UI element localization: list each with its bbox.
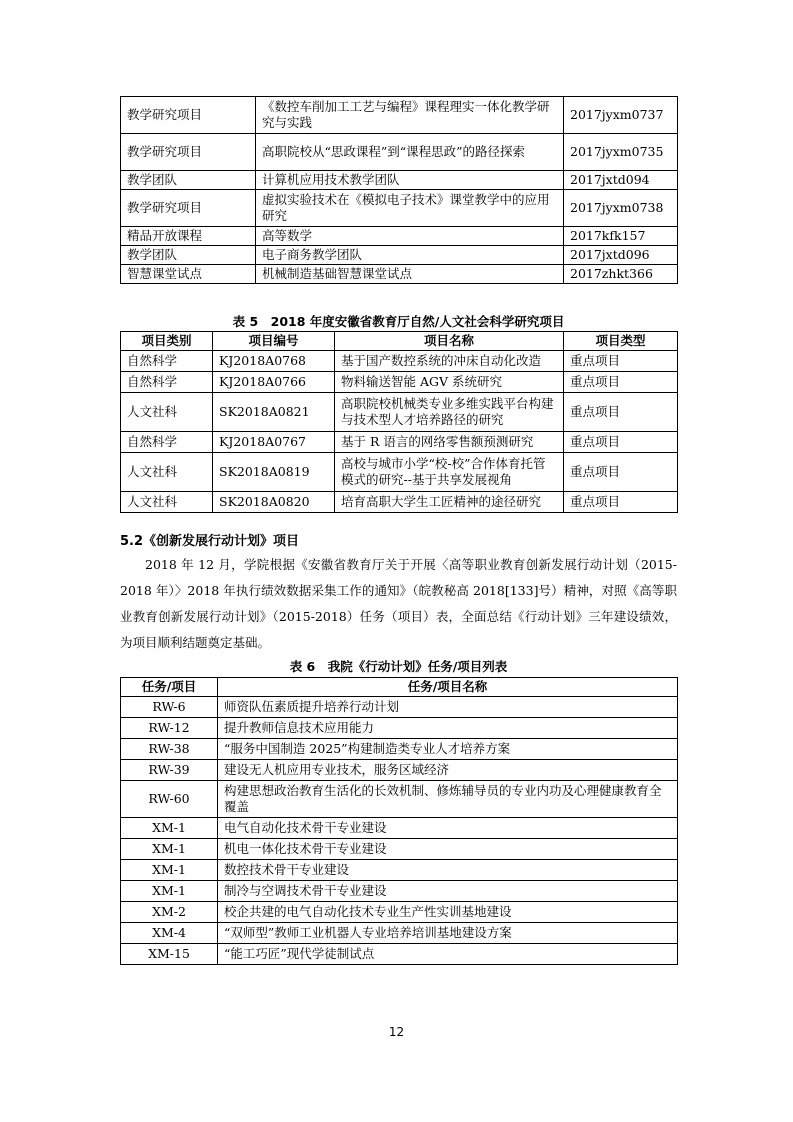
table-row xyxy=(121,944,678,965)
table-cell: 提升教师信息技术应用能力 xyxy=(218,718,678,739)
table-cell: SK2018A0821 xyxy=(213,393,335,432)
table-row xyxy=(121,227,678,246)
table-top xyxy=(120,96,678,284)
table-cell: 计算机应用技术教学团队 xyxy=(256,171,564,190)
table-cell: KJ2018A0766 xyxy=(213,372,335,393)
table-cell: 机电一体化技术骨干专业建设 xyxy=(218,839,678,860)
table-row xyxy=(121,739,678,760)
table-cell: 教学研究项目 xyxy=(121,190,256,227)
table-cell: XM-1 xyxy=(121,818,218,839)
table-cell: 高职院校从“思政课程”到“课程思政”的路径探索 xyxy=(256,134,564,171)
table6-header: 任务/项目 xyxy=(121,678,218,697)
table-row xyxy=(121,697,678,718)
section-paragraph xyxy=(120,552,677,656)
table-cell: 重点项目 xyxy=(564,453,678,492)
table-cell: 培育高职大学生工匠精神的途径研究 xyxy=(335,492,564,513)
table-row xyxy=(121,860,678,881)
table-row xyxy=(121,351,678,372)
table-cell: XM-1 xyxy=(121,839,218,860)
table-cell: KJ2018A0768 xyxy=(213,351,335,372)
table-cell: SK2018A0820 xyxy=(213,492,335,513)
table5-header: 项目名称 xyxy=(335,332,564,351)
table-row xyxy=(121,923,678,944)
table-cell: 机械制造基础智慧课堂试点 xyxy=(256,265,564,284)
table-cell: 2017zhkt366 xyxy=(564,265,678,284)
table-cell: XM-1 xyxy=(121,881,218,902)
table-cell: 教学研究项目 xyxy=(121,134,256,171)
table-cell: 物料输送智能 AGV 系统研究 xyxy=(335,372,564,393)
table-cell: RW-60 xyxy=(121,781,218,818)
table-cell: 重点项目 xyxy=(564,432,678,453)
table-cell: 2017jxtd094 xyxy=(564,171,678,190)
table-cell: “服务中国制造 2025”构建制造类专业人才培养方案 xyxy=(218,739,678,760)
table-cell: RW-38 xyxy=(121,739,218,760)
table-cell: XM-4 xyxy=(121,923,218,944)
table-cell: 2017jxtd096 xyxy=(564,246,678,265)
table-cell: 电子商务教学团队 xyxy=(256,246,564,265)
table-row xyxy=(121,881,678,902)
table5-caption: 表 5 2018 年度安徽省教育厅自然/人文社会科学研究项目 xyxy=(232,314,565,329)
table-cell: 制冷与空调技术骨干专业建设 xyxy=(218,881,678,902)
table-cell: 《数控车削加工工艺与编程》课程理实一体化教学研究与实践 xyxy=(256,97,564,134)
table-cell: 高职院校机械类专业多维实践平台构建与技术型人才培养路径的研究 xyxy=(335,393,564,432)
table-cell: 虚拟实验技术在《模拟电子技术》课堂教学中的应用研究 xyxy=(256,190,564,227)
table6-caption: 表 6 我院《行动计划》任务/项目列表 xyxy=(289,659,508,674)
table-cell: 重点项目 xyxy=(564,393,678,432)
table-row xyxy=(121,902,678,923)
table-cell: 自然科学 xyxy=(121,372,213,393)
table-row xyxy=(121,818,678,839)
table-cell: 构建思想政治教育生活化的长效机制、修炼辅导员的专业内功及心理健康教育全覆盖 xyxy=(218,781,678,818)
table-cell: 人文社科 xyxy=(121,492,213,513)
table-cell: 2017jyxm0738 xyxy=(564,190,678,227)
table5-header: 项目类型 xyxy=(564,332,678,351)
table-cell: 基于国产数控系统的冲床自动化改造 xyxy=(335,351,564,372)
table-cell: RW-12 xyxy=(121,718,218,739)
table-cell: 基于 R 语言的网络零售额预测研究 xyxy=(335,432,564,453)
table-cell: 重点项目 xyxy=(564,351,678,372)
table-cell: SK2018A0819 xyxy=(213,453,335,492)
table-cell: 2017jyxm0737 xyxy=(564,97,678,134)
page-number: 12 xyxy=(388,1025,405,1039)
table-row xyxy=(121,760,678,781)
table-row xyxy=(121,171,678,190)
table-cell: 自然科学 xyxy=(121,351,213,372)
table-cell: 电气自动化技术骨干专业建设 xyxy=(218,818,678,839)
table-row xyxy=(121,781,678,818)
table6-header-row xyxy=(121,678,678,697)
table-row xyxy=(121,453,678,492)
table6 xyxy=(120,677,678,965)
table-row xyxy=(121,492,678,513)
paragraph-text: 2018 年 12 月，学院根据《安徽省教育厅关于开展〈高等职业教育创新发展行动计划（2015-2018 年）〉2018 年执行绩效数据采集工作的通知》（皖教秘高 2018[133]号）精神，对照《高等职业教育创新发展行动计划》（2015-2018）任务（项目）表，全面总结《行动计划》三年建设绩效，为项目顺利结题奠定基础。 xyxy=(120,557,677,650)
table5-header: 项目类别 xyxy=(121,332,213,351)
table-cell: KJ2018A0767 xyxy=(213,432,335,453)
table-row xyxy=(121,97,678,134)
table-row xyxy=(121,190,678,227)
table-cell: 高等数学 xyxy=(256,227,564,246)
table-row xyxy=(121,246,678,265)
table-cell: 自然科学 xyxy=(121,432,213,453)
table-cell: “双师型”教师工业机器人专业培养培训基地建设方案 xyxy=(218,923,678,944)
table-cell: XM-15 xyxy=(121,944,218,965)
table5-header: 项目编号 xyxy=(213,332,335,351)
table-cell: 校企共建的电气自动化技术专业生产性实训基地建设 xyxy=(218,902,678,923)
section-heading: 5.2《创新发展行动计划》项目 xyxy=(120,534,300,549)
table-cell: 数控技术骨干专业建设 xyxy=(218,860,678,881)
table-row xyxy=(121,134,678,171)
table-row xyxy=(121,839,678,860)
table-cell: 教学团队 xyxy=(121,171,256,190)
table5 xyxy=(120,331,678,513)
table-cell: 高校与城市小学“校-校”合作体育托管模式的研究--基于共享发展视角 xyxy=(335,453,564,492)
table-row xyxy=(121,718,678,739)
table-cell: XM-1 xyxy=(121,860,218,881)
table-cell: “能工巧匠”现代学徒制试点 xyxy=(218,944,678,965)
table-cell: 精品开放课程 xyxy=(121,227,256,246)
table-cell: 重点项目 xyxy=(564,492,678,513)
table-cell: RW-39 xyxy=(121,760,218,781)
table-cell: 教学研究项目 xyxy=(121,97,256,134)
table-row xyxy=(121,432,678,453)
table-cell: 教学团队 xyxy=(121,246,256,265)
table-cell: 师资队伍素质提升培养行动计划 xyxy=(218,697,678,718)
table-cell: RW-6 xyxy=(121,697,218,718)
table-cell: 重点项目 xyxy=(564,372,678,393)
table-cell: 建设无人机应用专业技术，服务区域经济 xyxy=(218,760,678,781)
table-row xyxy=(121,265,678,284)
table-cell: XM-2 xyxy=(121,902,218,923)
table-cell: 智慧课堂试点 xyxy=(121,265,256,284)
table6-header: 任务/项目名称 xyxy=(218,678,678,697)
table-cell: 2017kfk157 xyxy=(564,227,678,246)
table-cell: 人文社科 xyxy=(121,453,213,492)
table-cell: 2017jyxm0735 xyxy=(564,134,678,171)
table-cell: 人文社科 xyxy=(121,393,213,432)
table-row xyxy=(121,393,678,432)
table-row xyxy=(121,372,678,393)
table5-header-row xyxy=(121,332,678,351)
